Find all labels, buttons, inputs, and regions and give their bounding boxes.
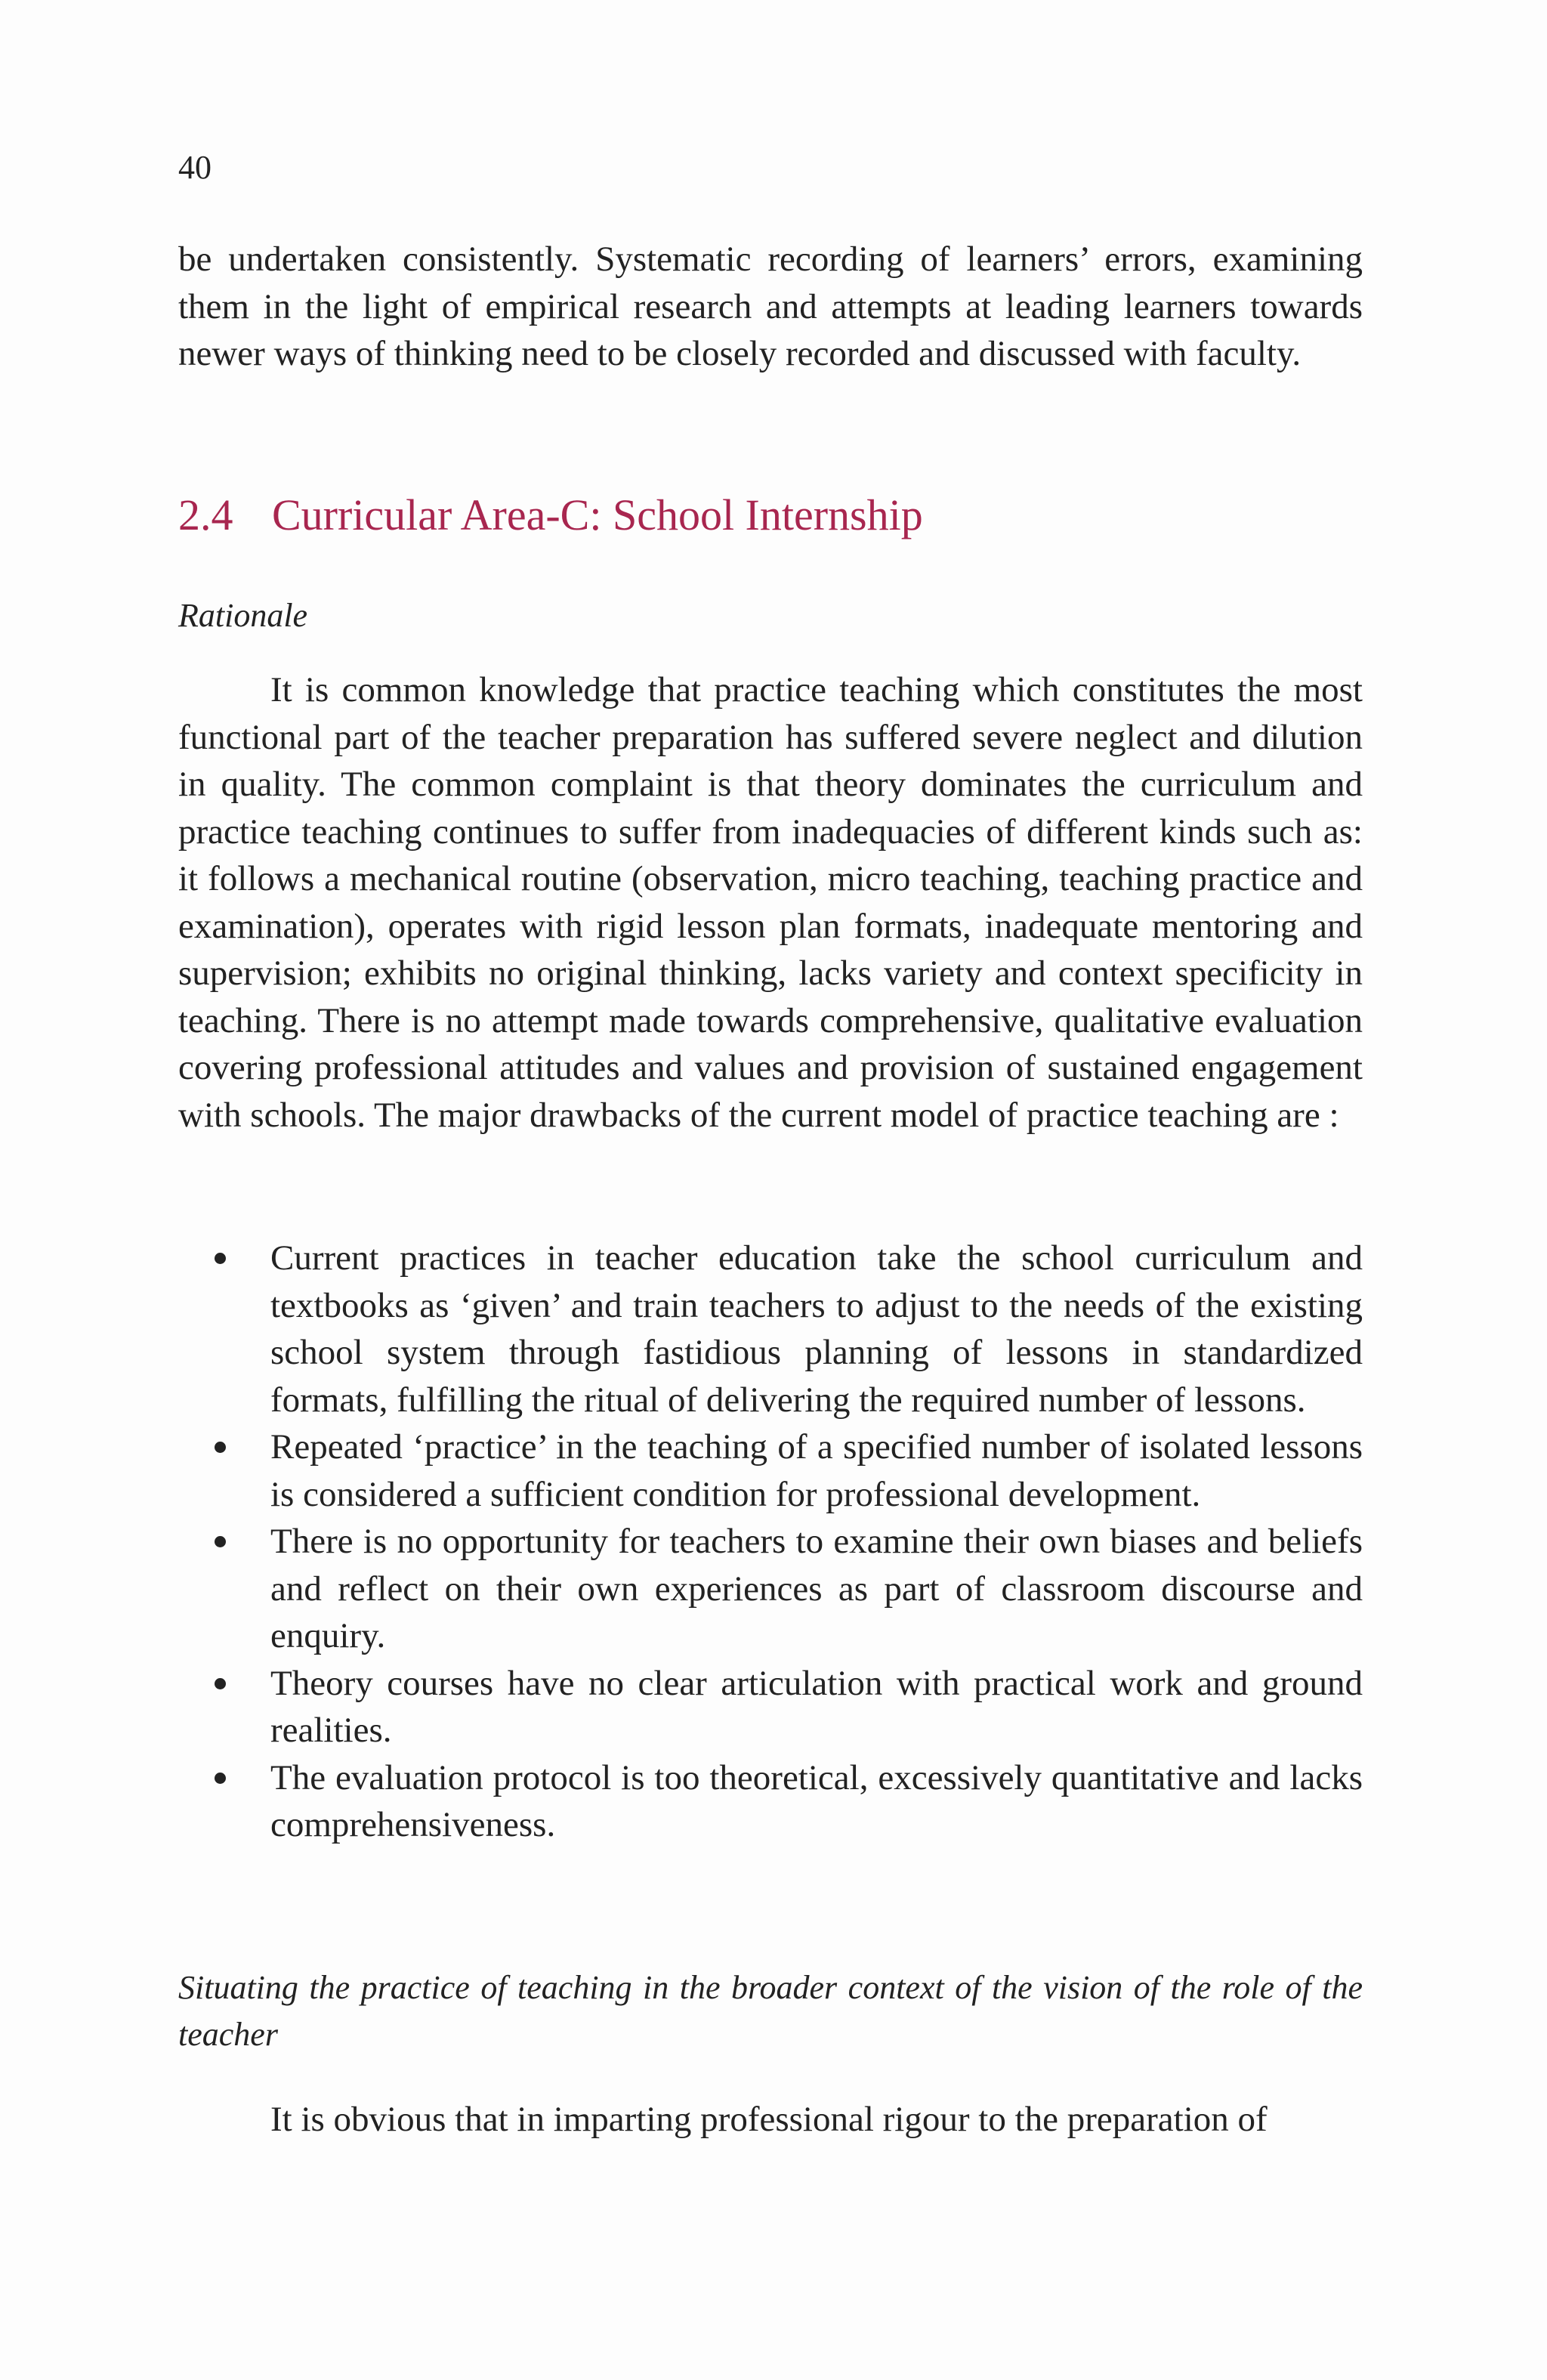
bullet-icon (215, 1253, 226, 1264)
list-item-text: The evaluation protocol is too theoretical, excessively quantitative and lacks comprehensiveness. (270, 1757, 1363, 1844)
list-item-text: Theory courses have no clear articulation with practical work and ground realities. (270, 1663, 1363, 1750)
list-item (178, 1423, 1363, 1518)
page-number: 40 (178, 149, 212, 186)
list-item (178, 1518, 1363, 1660)
section-heading (178, 487, 923, 544)
bullet-icon (215, 1442, 226, 1453)
continued-paragraph: be undertaken consistently. Systematic recording of learners’ errors, examining them in the light of empirical research and attempts at leading learners towards newer ways of thinking need to be closely recorded and discussed with faculty. (178, 240, 1363, 373)
drawbacks-list (178, 1235, 1363, 1849)
list-item-text: There is no opportunity for teachers to examine their own biases and beliefs and reflect on their own experiences as part of classroom discourse and enquiry. (270, 1522, 1363, 1655)
rationale-paragraph: It is common knowledge that practice teaching which constitutes the most functional part of the teacher preparation has suffered severe neglect and dilution in quality. The common complaint is that theory dominates the curriculum and practice teaching continues to suffer from inadequacies of different kinds such as: it follows a mechanical routine (observation, micro teaching, teaching practice and examination), operates with rigid lesson plan formats, inadequate mentoring and supervision; exhibits no original thinking, lacks variety and context specificity in teaching. There is no attempt made towards comprehensive, qualitative evaluation covering professional attitudes and values and provision of sustained engagement with schools. The major drawbacks of the current model of practice teaching are : (178, 670, 1363, 1135)
list-item-text: Current practices in teacher education take the school curriculum and textbooks as ‘given’ and train teachers to adjust to the needs of the existing school system through fastidious planning of lessons in standardized formats, fulfilling the ritual of delivering the required number of lessons. (270, 1238, 1363, 1420)
list-item (178, 1235, 1363, 1423)
bullet-icon (215, 1678, 226, 1689)
rationale-heading: Rationale (178, 597, 308, 634)
situating-paragraph: It is obvious that in imparting professional rigour to the preparation of (270, 2100, 1268, 2139)
section-number: 2.4 (178, 490, 233, 539)
situating-heading: Situating the practice of teaching in the broader context of the vision of the role of the teacher (178, 1969, 1363, 2053)
section-title: Curricular Area-C: School Internship (272, 490, 923, 539)
bullet-icon (215, 1773, 226, 1784)
list-item (178, 1660, 1363, 1754)
bullet-icon (215, 1536, 226, 1547)
list-item (178, 1754, 1363, 1849)
list-item-text: Repeated ‘practice’ in the teaching of a specified number of isolated lessons is considered a sufficient condition for professional development. (270, 1427, 1363, 1514)
